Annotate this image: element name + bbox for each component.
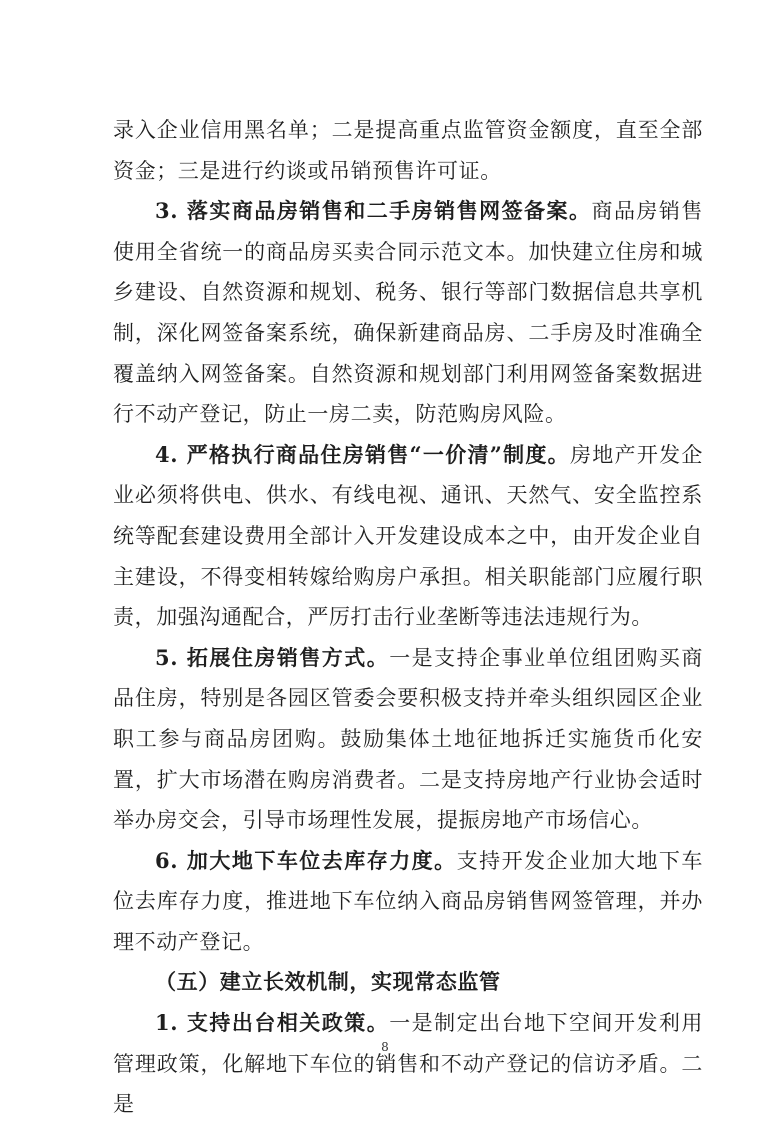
paragraph-item-4 xyxy=(113,435,703,638)
paragraph-text: 一是制定出台地下空间开发利用管理政策，化解地下车位的销售和不动产登记的信访矛盾。二是 xyxy=(113,1011,703,1117)
item-heading: 4. 严格执行商品住房销售“一价清”制度。 xyxy=(155,441,570,467)
paragraph-item-1 xyxy=(113,1003,703,1125)
item-heading: 1. 支持出台相关政策。 xyxy=(155,1010,390,1036)
paragraph-item-3 xyxy=(113,191,703,435)
section-heading: （五）建立长效机制，实现常态监管 xyxy=(155,969,501,995)
document-body xyxy=(113,110,703,1125)
item-heading: 3. 落实商品房销售和二手房销售网签备案。 xyxy=(155,198,592,224)
paragraph-item-6 xyxy=(113,841,703,963)
paragraph-text: 商品房销售使用全省统一的商品房买卖合同示范文本。加快建立住房和城乡建设、自然资源和规划、税务、银行等部门数据信息共享机制，深化网签备案系统，确保新建商品房、二手房及时准确全覆盖纳入网签备案。自然资源和规划部门利用网签备案数据进行不动产登记，防止一房二卖，防范购房风险。 xyxy=(113,199,703,427)
paragraph-text: 录入企业信用黑名单；二是提高重点监管资金额度，直至全部资金；三是进行约谈或吊销预售许可证。 xyxy=(113,118,703,183)
paragraph-text: 支持开发企业加大地下车位去库存力度，推进地下车位纳入商品房销售网签管理，并办理不动产登记。 xyxy=(113,848,704,954)
item-heading: 5. 拓展住房销售方式。 xyxy=(155,644,390,670)
paragraph-text: 房地产开发企业必须将供电、供水、有线电视、通讯、天然气、安全监控系统等配套建设费用全部计入开发建设成本之中，由开发企业自主建设，不得变相转嫁给购房户承担。相关职能部门应履行职责，加强沟通配合，严厉打击行业垄断等违法违规行为。 xyxy=(113,442,703,630)
paragraph-text: 一是支持企事业单位组团购买商品住房，特别是各园区管委会要积极支持并牵头组织园区企业职工参与商品房团购。鼓励集体土地征地拆迁实施货币化安置，扩大市场潜在购房消费者。二是支持房地产行业协会适时举办房交会，引导市场理性发展，提振房地产市场信心。 xyxy=(113,645,703,833)
paragraph-continuation xyxy=(113,110,703,191)
paragraph-item-5 xyxy=(113,638,703,841)
page-number: 8 xyxy=(381,1040,389,1054)
item-heading: 6. 加大地下车位去库存力度。 xyxy=(155,847,457,873)
